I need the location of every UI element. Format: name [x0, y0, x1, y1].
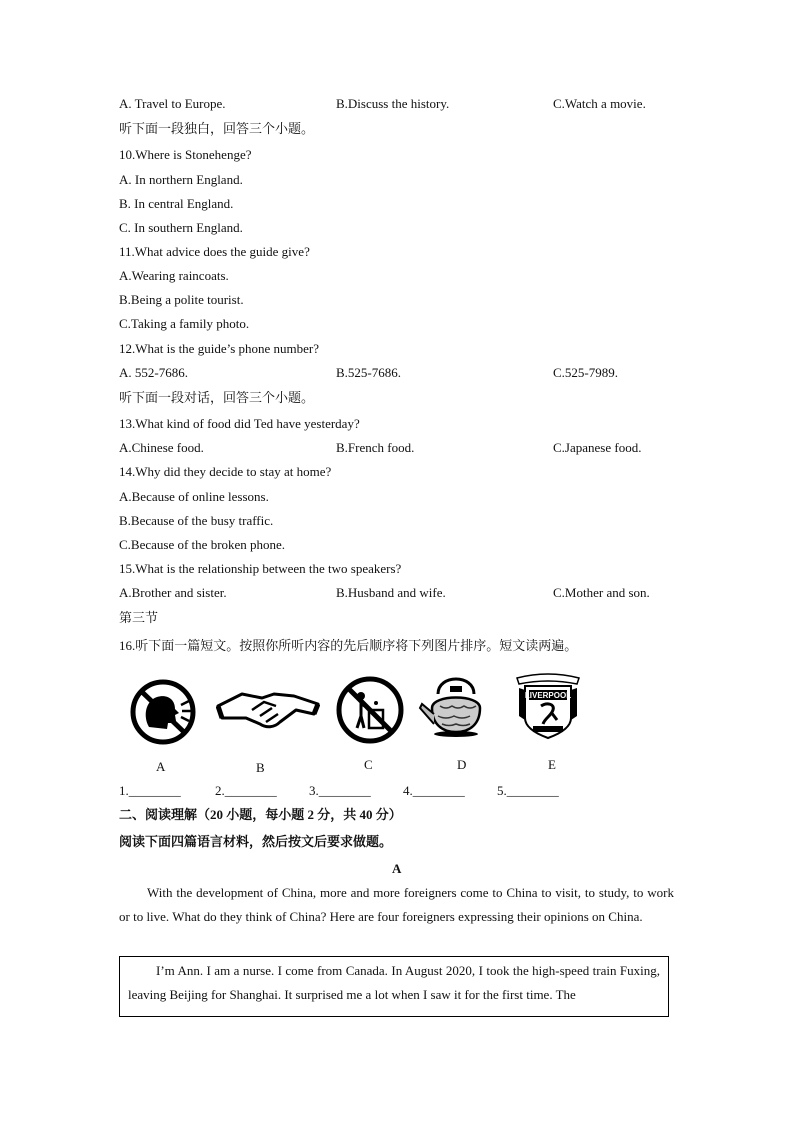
answer-blank-5[interactable]: 5.________ — [497, 783, 559, 798]
q14-option-c: C.Because of the broken phone. — [119, 537, 286, 552]
q9-option-b: B.Discuss the history. — [336, 96, 450, 111]
q12-option-c: C.525-7989. — [553, 365, 618, 380]
q13-option-a: A.Chinese food. — [119, 440, 204, 455]
answer-blank-2[interactable]: 2.________ — [215, 783, 277, 798]
picture-label-e: E — [548, 757, 556, 772]
answer-blank-4[interactable]: 4.________ — [403, 783, 465, 798]
q14-option-a: A.Because of online lessons. — [119, 489, 269, 504]
q11-option-b: B.Being a polite tourist. — [119, 292, 244, 307]
picture-label-c: C — [364, 757, 373, 772]
opinion-box — [119, 956, 669, 1017]
q12-stem: 12.What is the guide’s phone number? — [119, 341, 320, 356]
q15-option-c: C.Mother and son. — [553, 585, 650, 600]
q15-option-a: A.Brother and sister. — [119, 585, 227, 600]
reading-instruction: 阅读下面四篇语言材料，然后按文后要求做题。 — [119, 834, 393, 849]
handshake-icon — [216, 688, 320, 732]
q10-option-c: C. In southern England. — [119, 220, 243, 235]
q12-option-a: A. 552-7686. — [119, 365, 188, 380]
picture-label-a: A — [156, 759, 166, 774]
q12-option-b: B.525-7686. — [336, 365, 401, 380]
picture-label-b: B — [256, 760, 265, 775]
q10-stem: 10.Where is Stonehenge? — [119, 147, 252, 162]
crest-label: LIVERPOOL — [524, 691, 572, 700]
q13-stem: 13.What kind of food did Ted have yesterday? — [119, 416, 360, 431]
passage-intro: With the development of China, more and more foreigners come to China to visit, to study, to work or to live. What do they think of China? Here are four foreigners expressing their opinions on China. — [119, 885, 674, 924]
q16-stem: 16.听下面一篇短文。按照你所听内容的先后顺序将下列图片排序。短文读两遍。 — [119, 638, 578, 653]
q10-option-a: A. In northern England. — [119, 172, 243, 187]
q11-option-c: C.Taking a family photo. — [119, 316, 250, 331]
crest-icon — [511, 668, 585, 740]
no-littering-icon — [333, 676, 407, 744]
q15-option-b: B.Husband and wife. — [336, 585, 446, 600]
opinion-text: I’m Ann. I am a nurse. I come from Canada. In August 2020, I took the high-speed train Fuxing, leaving Beijing for Shanghai. It surprised me a lot when I saw it for the first time. The — [128, 963, 660, 1002]
teapot-icon — [418, 668, 494, 740]
answer-blank-1[interactable]: 1.________ — [119, 783, 181, 798]
q9-option-a: A. Travel to Europe. — [119, 96, 226, 111]
q10-option-b: B. In central England. — [119, 196, 234, 211]
instruction-monologue: 听下面一段独白，回答三个小题。 — [119, 121, 315, 136]
q9-option-c: C.Watch a movie. — [553, 96, 646, 111]
passage-label: A — [392, 861, 402, 876]
instruction-dialogue: 听下面一段对话，回答三个小题。 — [119, 390, 315, 405]
answer-blank-3[interactable]: 3.________ — [309, 783, 371, 798]
q13-option-b: B.French food. — [336, 440, 415, 455]
section-three-heading: 第三节 — [119, 610, 159, 625]
picture-label-d: D — [457, 757, 467, 772]
q14-stem: 14.Why did they decide to stay at home? — [119, 464, 332, 479]
q14-option-b: B.Because of the busy traffic. — [119, 513, 274, 528]
q13-option-c: C.Japanese food. — [553, 440, 642, 455]
q11-option-a: A.Wearing raincoats. — [119, 268, 229, 283]
no-talking-icon — [125, 679, 201, 745]
q15-stem: 15.What is the relationship between the two speakers? — [119, 561, 402, 576]
q11-stem: 11.What advice does the guide give? — [119, 244, 310, 259]
reading-section-heading: 二、阅读理解（20 小题，每小题 2 分，共 40 分） — [119, 807, 402, 822]
